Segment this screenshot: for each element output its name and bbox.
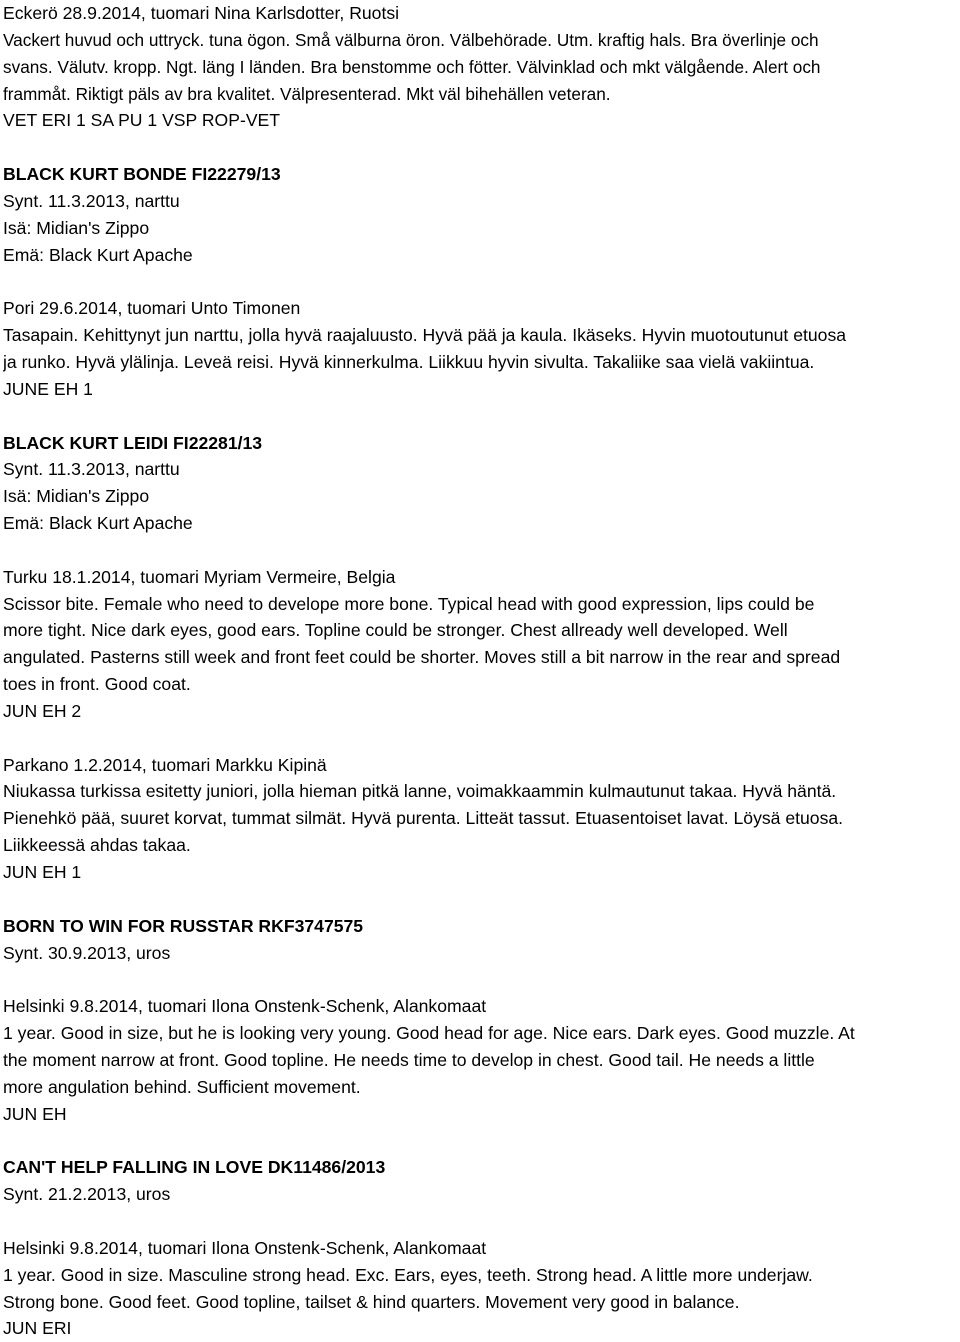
show-header-parkano: Parkano 1.2.2014, tuomari Markku Kipinä — [3, 754, 327, 775]
award-result: JUNE EH 1 — [3, 378, 93, 399]
birth-info: Synt. 11.3.2013, narttu — [3, 190, 180, 211]
spacer — [3, 1208, 957, 1235]
critique-text: more tight. Nice dark eyes, good ears. Topline could be stronger. Chest allready well developed. Well — [3, 620, 788, 641]
show-header-helsinki: Helsinki 9.8.2014, tuomari Ilona Onstenk-Schenk, Alankomaat — [3, 1237, 487, 1258]
spacer — [3, 886, 957, 913]
critique-text: 1 year. Good in size, but he is looking very young. Good head for age. Nice ears. Dark eyes. Good muzzle. At — [3, 1023, 855, 1044]
critique-text: svans. Välutv. kropp. Ngt. läng I länden. Bra benstomme och fötter. Välvinklad och mkt välgående. Alert och — [3, 56, 821, 77]
show-header-helsinki: Helsinki 9.8.2014, tuomari Ilona Onstenk-Schenk, Alankomaat — [3, 996, 487, 1017]
birth-info: Synt. 21.2.2013, uros — [3, 1184, 171, 1205]
critique-text: Strong bone. Good feet. Good topline, tailset & hind quarters. Movement very good in balance. — [3, 1291, 740, 1312]
critique-text: Pienehkö pää, suuret korvat, tummat silmät. Hyvä purenta. Litteät tassut. Etuasentoiset lavat. Löysä etuosa. — [3, 808, 844, 829]
award-result: VET ERI 1 SA PU 1 VSP ROP-VET — [3, 110, 281, 131]
sire-info: Isä: Midian's Zippo — [3, 486, 150, 507]
spacer — [3, 966, 957, 993]
show-header-eckero: Eckerö 28.9.2014, tuomari Nina Karlsdotter, Ruotsi — [3, 3, 400, 23]
show-header-pori: Pori 29.6.2014, tuomari Unto Timonen — [3, 298, 301, 319]
critique-text: the moment narrow at front. Good topline. He needs time to develop in chest. Good tail. He needs a little — [3, 1049, 815, 1070]
dog-name-heading: BLACK KURT LEIDI FI22281/13 — [3, 432, 263, 453]
spacer — [3, 537, 957, 564]
dog-name-heading: BORN TO WIN FOR RUSSTAR RKF3747575 — [3, 915, 364, 936]
sire-info: Isä: Midian's Zippo — [3, 217, 150, 238]
spacer — [3, 403, 957, 430]
spacer — [3, 725, 957, 752]
birth-info: Synt. 11.3.2013, narttu — [3, 459, 180, 480]
dog-name-heading: BLACK KURT BONDE FI22279/13 — [3, 164, 281, 185]
spacer — [3, 1127, 957, 1154]
dam-info: Emä: Black Kurt Apache — [3, 513, 193, 534]
critique-text: 1 year. Good in size. Masculine strong head. Exc. Ears, eyes, teeth. Strong head. A little more underjaw. — [3, 1264, 813, 1285]
critique-text: toes in front. Good coat. — [3, 674, 191, 695]
spacer — [3, 134, 957, 161]
critique-text: Liikkeessä ahdas takaa. — [3, 835, 191, 856]
award-result: JUN EH 1 — [3, 862, 82, 882]
award-result: JUN ERI — [3, 1318, 72, 1339]
spacer — [3, 268, 957, 295]
critique-text: ja runko. Hyvä ylälinja. Leveä reisi. Hyvä kinnerkulma. Liikkuu hyvin sivulta. Takaliike saa vielä vakiintua. — [3, 351, 815, 372]
award-result: JUN EH 2 — [3, 700, 82, 721]
show-header-turku: Turku 18.1.2014, tuomari Myriam Vermeire, Belgia — [3, 566, 396, 587]
critique-text: angulated. Pasterns still week and front feet could be shorter. Moves still a bit narrow in the rear and spread — [3, 647, 841, 668]
dam-info: Emä: Black Kurt Apache — [3, 244, 193, 265]
document-page — [3, 0, 957, 1342]
critique-text: Niukassa turkissa esitetty juniori, jolla hieman pitkä lanne, voimakkaammin kulmautunut takaa. Hyvä häntä. — [3, 781, 837, 802]
award-result: JUN EH — [3, 1103, 67, 1124]
critique-text: Vackert huvud och uttryck. tuna ögon. Små välburna öron. Välbehörade. Utm. kraftig hals. Bra överlinje och — [3, 29, 819, 50]
critique-text: Tasapain. Kehittynyt jun narttu, jolla hyvä raajaluusto. Hyvä pää ja kaula. Ikäseks. Hyvin muotoutunut etuosa — [3, 325, 847, 346]
critique-text: Scissor bite. Female who need to develope more bone. Typical head with good expression, lips could be — [3, 593, 815, 614]
critique-text: more angulation behind. Sufficient movement. — [3, 1076, 361, 1097]
dog-name-heading: CAN'T HELP FALLING IN LOVE DK11486/2013 — [3, 1157, 386, 1178]
critique-text: frammåt. Riktigt päls av bra kvalitet. Välpresenterad. Mkt väl bihehällen veteran. — [3, 83, 611, 104]
birth-info: Synt. 30.9.2013, uros — [3, 942, 171, 963]
